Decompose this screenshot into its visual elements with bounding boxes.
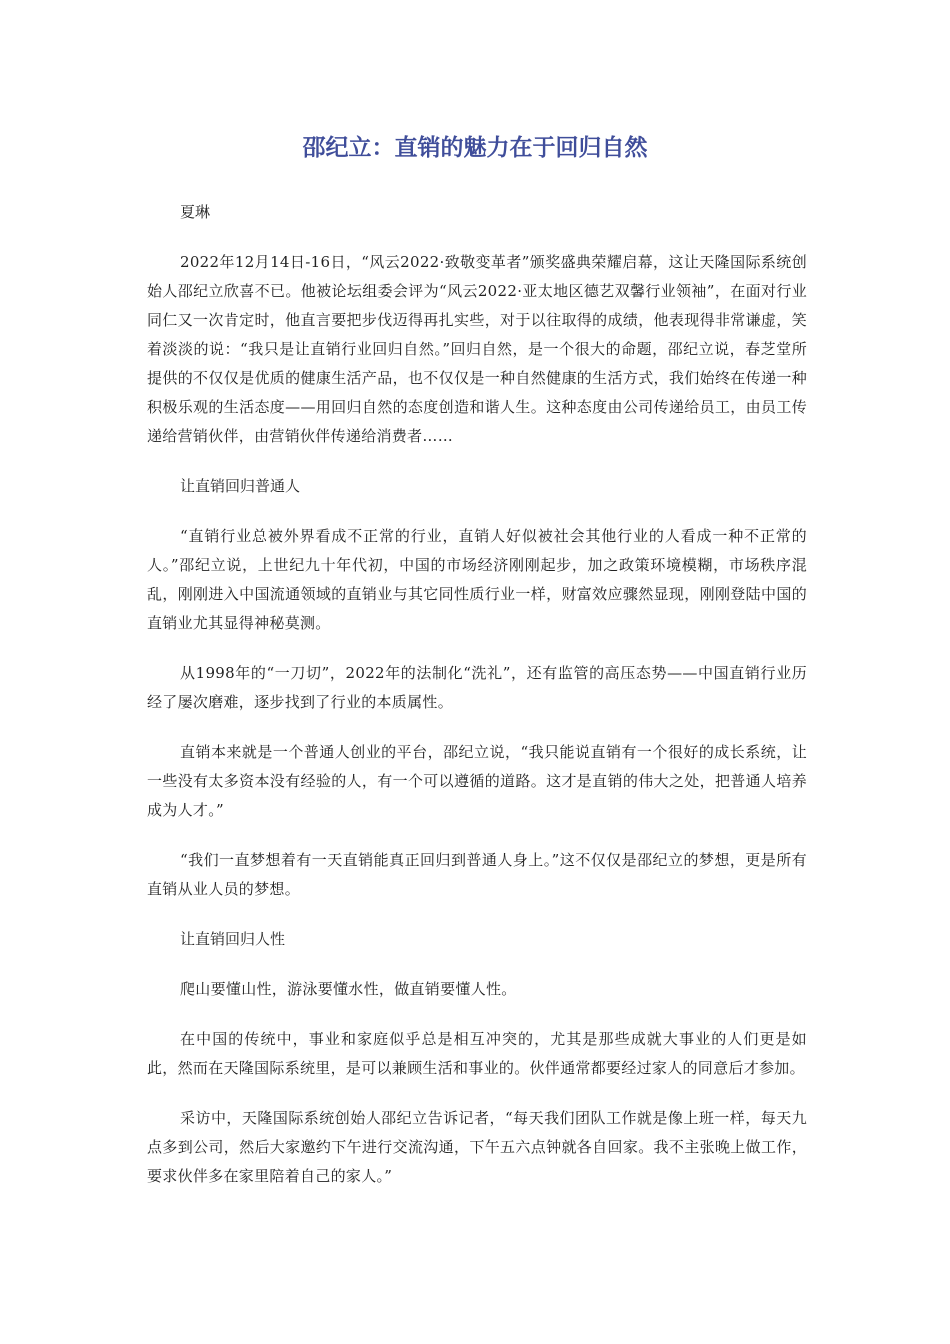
article-title: 邵纪立：直销的魅力在于回归自然 <box>302 135 648 161</box>
paragraph: 2022年12月14日-16日，“风云2022·致敬变革者”颁奖盛典荣耀启幕，这让天隆国际系统创始人邵纪立欣喜不已。他被论坛组委会评为“风云2022·亚太地区德艺双馨行业领袖”，在面对行业同仁又一次肯定时，他直言要把步伐迈得再扎实些，对于以往取得的成绩，他表现得非常谦虚，笑着淡淡的说：“我只是让直销行业回归自然。”回归自然，是一个很大的命题，邵纪立说，春芝堂所提供的不仅仅是优质的健康生活产品，也不仅仅是一种自然健康的生活方式，我们始终在传递一种积极乐观的生活态度——用回归自然的态度创造和谐人生。这种态度由公司传递给员工，由员工传递给营销伙伴，由营销伙伴传递给消费者…… <box>147 253 807 445</box>
article-body <box>147 198 807 1212</box>
paragraph: “直销行业总被外界看成不正常的行业，直销人好似被社会其他行业的人看成一种不正常的人。”邵纪立说，上世纪九十年代初，中国的市场经济刚刚起步，加之政策环境模糊，市场秩序混乱，刚刚进入中国流通领域的直销业与其它同性质行业一样，财富效应骤然显现，刚刚登陆中国的直销业尤其显得神秘莫测。 <box>147 527 807 632</box>
author-line: 夏琳 <box>180 203 211 221</box>
paragraph: 爬山要懂山性，游泳要懂水性，做直销要懂人性。 <box>180 980 517 998</box>
section-heading: 让直销回归人性 <box>180 930 286 948</box>
paragraph: 从1998年的“一刀切”，2022年的法制化“洗礼”，还有监管的高压态势——中国直销行业历经了屡次磨难，逐步找到了行业的本质属性。 <box>147 664 807 711</box>
section-heading: 让直销回归普通人 <box>180 477 301 495</box>
paragraph: “我们一直梦想着有一天直销能真正回归到普通人身上。”这不仅仅是邵纪立的梦想，更是所有直销从业人员的梦想。 <box>147 851 807 898</box>
paragraph: 直销本来就是一个普通人创业的平台，邵纪立说，“我只能说直销有一个很好的成长系统，让一些没有太多资本没有经验的人，有一个可以遵循的道路。这才是直销的伟大之处，把普通人培养成为人才。” <box>147 743 807 819</box>
paragraph: 在中国的传统中，事业和家庭似乎总是相互冲突的，尤其是那些成就大事业的人们更是如此，然而在天隆国际系统里，是可以兼顾生活和事业的。伙伴通常都要经过家人的同意后才参加。 <box>147 1030 807 1077</box>
paragraph: 采访中，天隆国际系统创始人邵纪立告诉记者，“每天我们团队工作就是像上班一样，每天九点多到公司，然后大家邀约下午进行交流沟通，下午五六点钟就各自回家。我不主张晚上做工作，要求伙伴多在家里陪着自己的家人。” <box>147 1109 807 1185</box>
